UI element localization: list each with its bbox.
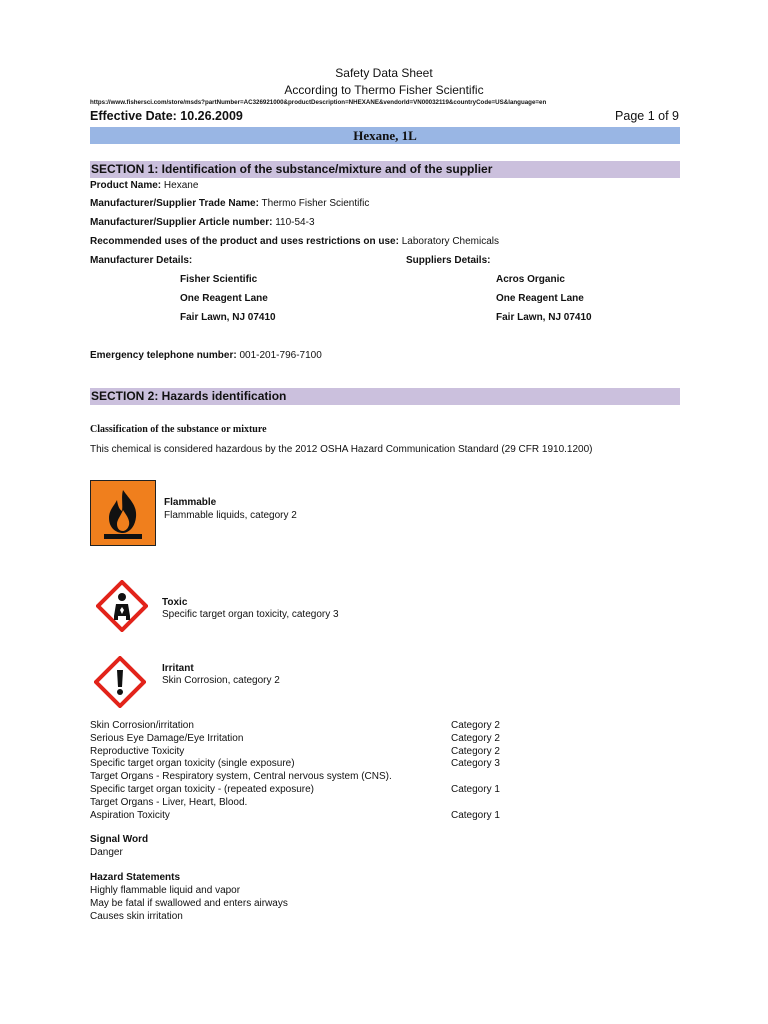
classification-text: This chemical is considered hazardous by the 2012 OSHA Hazard Communication Standard (29 CFR 1910.1200) <box>90 444 593 455</box>
manufacturer-city: Fair Lawn, NJ 07410 <box>180 312 276 323</box>
product-name-row <box>90 180 198 191</box>
product-bar: Hexane, 1L <box>90 127 680 144</box>
trade-name-value: Thermo Fisher Scientific <box>261 198 370 209</box>
hazard-row <box>90 720 530 733</box>
recommended-uses-value: Laboratory Chemicals <box>401 236 499 247</box>
hazard-row <box>90 746 530 759</box>
exclamation-icon <box>94 656 146 708</box>
manufacturer-name: Fisher Scientific <box>180 274 258 285</box>
supplier-name: Acros Organic <box>496 274 565 285</box>
document-title: Safety Data Sheet <box>335 66 433 80</box>
article-number-row <box>90 217 315 228</box>
hazard-category: Category 1 <box>451 809 500 821</box>
hazard-category: Category 2 <box>451 720 500 731</box>
section2-heading: SECTION 2: Hazards identification <box>90 388 680 405</box>
flame-icon <box>90 480 156 546</box>
supplier-details-label: Suppliers Details: <box>406 255 491 266</box>
hazard-row <box>90 810 530 823</box>
hazard-row <box>90 784 530 797</box>
toxic-title: Toxic <box>162 597 188 608</box>
hazard-table <box>90 720 530 822</box>
hazard-row <box>90 733 530 746</box>
section1-heading: SECTION 1: Identification of the substance/mixture and of the supplier <box>90 161 680 178</box>
product-name-value: Hexane <box>163 180 199 191</box>
recommended-uses-label: Recommended uses of the product and uses restrictions on use: <box>90 236 399 247</box>
hazard-statement: Highly flammable liquid and vapor <box>90 885 241 896</box>
flammable-title: Flammable <box>164 497 217 508</box>
supplier-street: One Reagent Lane <box>496 293 584 304</box>
article-number-label: Manufacturer/Supplier Article number: <box>90 217 273 228</box>
source-url[interactable]: https://www.fishersci.com/store/msds?partNumber=AC326921000&productDescription=NHEXANE&vendorId=VN00032119&countryCode=US&language=en <box>90 99 547 106</box>
hazard-name: Skin Corrosion/irritation <box>90 720 194 731</box>
recommended-uses-row <box>90 236 499 247</box>
trade-name-row <box>90 198 369 209</box>
hazard-name: Specific target organ toxicity - (repeated exposure) <box>90 783 314 795</box>
irritant-desc: Skin Corrosion, category 2 <box>162 675 280 686</box>
signal-word-label: Signal Word <box>90 834 149 845</box>
manufacturer-street: One Reagent Lane <box>180 293 268 304</box>
emergency-phone-label: Emergency telephone number: <box>90 350 237 361</box>
hazard-name: Specific target organ toxicity (single exposure) <box>90 758 295 770</box>
trade-name-label: Manufacturer/Supplier Trade Name: <box>90 198 259 209</box>
hazard-row <box>90 797 530 810</box>
emergency-phone-row <box>90 350 322 361</box>
hazard-category: Category 3 <box>451 758 500 770</box>
hazard-name: Aspiration Toxicity <box>90 809 170 821</box>
hazard-row <box>90 771 530 784</box>
article-number-value: 110-54-3 <box>275 217 315 228</box>
hazard-statements-label: Hazard Statements <box>90 872 181 883</box>
supplier-city: Fair Lawn, NJ 07410 <box>496 312 592 323</box>
hazard-statement: May be fatal if swallowed and enters airways <box>90 897 288 909</box>
health-hazard-icon <box>96 580 148 632</box>
hazard-name: Serious Eye Damage/Eye Irritation <box>90 732 244 744</box>
effective-date: Effective Date: 10.26.2009 <box>90 109 243 123</box>
flammable-desc: Flammable liquids, category 2 <box>164 510 297 521</box>
irritant-title: Irritant <box>162 663 194 674</box>
signal-word-value: Danger <box>90 847 123 858</box>
hazard-row <box>90 758 530 771</box>
hazard-name: Reproductive Toxicity <box>90 745 185 757</box>
product-name-label: Product Name: <box>90 180 162 191</box>
emergency-phone-value: 001-201-796-7100 <box>239 350 322 361</box>
page-number: Page 1 of 9 <box>615 109 679 123</box>
hazard-name: Target Organs - Respiratory system, Central nervous system (CNS). <box>90 771 392 783</box>
manufacturer-details-label: Manufacturer Details: <box>90 255 193 266</box>
hazard-category: Category 2 <box>451 732 500 744</box>
hazard-statement: Causes skin irritation <box>90 910 183 922</box>
classification-heading: Classification of the substance or mixture <box>90 424 267 435</box>
hazard-category: Category 2 <box>451 745 500 757</box>
hazard-name: Target Organs - Liver, Heart, Blood. <box>90 796 248 808</box>
hazard-category: Category 1 <box>451 783 500 795</box>
document-subtitle: According to Thermo Fisher Scientific <box>284 83 484 97</box>
toxic-desc: Specific target organ toxicity, category 3 <box>162 609 339 620</box>
